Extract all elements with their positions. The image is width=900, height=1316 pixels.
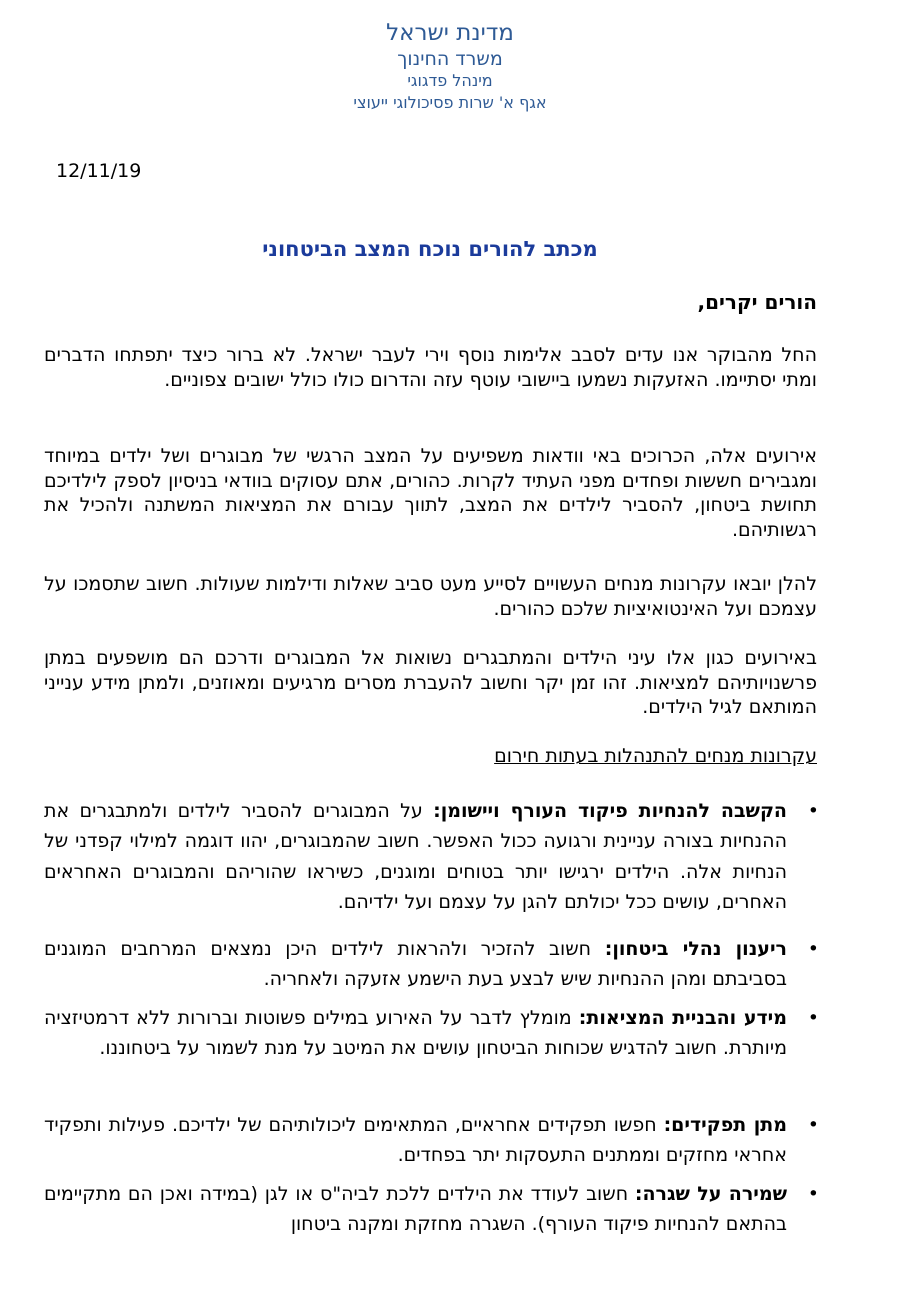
letter-date: 12/11/19: [56, 160, 142, 182]
header-ministry: משרד החינוך: [397, 48, 503, 70]
bullet-heading: הקשבה להנחיות פיקוד העורף ויישומן:: [433, 800, 787, 822]
bullet-icon: •: [807, 1114, 819, 1136]
paragraph-4: באירועים כגון אלו עיני הילדים והמתבגרים נשואות אל המבוגרים ודרכם הם מושפעים במתן פרשנויותיהם למציאות. זהו זמן יקר וחשוב להעברת מסרים מרגיעים ומאוזנים, ולמתן מידע ענייני המותאם לגיל הילדים.: [44, 647, 817, 718]
list-item: [44, 796, 819, 934]
bullet-heading: מידע והבניית המציאות:: [578, 1007, 787, 1029]
header-administration: מינהל פדגוגי: [407, 71, 493, 90]
bullet-heading: שמירה על שגרה:: [634, 1183, 788, 1205]
bullet-icon: •: [807, 938, 819, 960]
bullet-text: חשוב להזכיר ולהראות לילדים היכן נמצאים המרחבים המוגנים בסביבתם ומהן ההנחיות שיש לבצע בעת הישמע אזעקה ולאחריה.: [44, 938, 787, 991]
bullet-text: מומלץ לדבר על האירוע במילים פשוטות וברורות ללא דרמטיזציה מיותרת. חשוב להדגיש שכוחות הביטחון עושים את המיטב על מנת לשמור על ביטחוננו.: [44, 1007, 787, 1060]
paragraph-2: אירועים אלה, הכרוכים באי וודאות משפיעים על המצב הרגשי של מבוגרים ושל ילדים במיוחד ומגבירים חששות ופחדים מפני העתיד לקרות. כהורים, אתם עסוקים בוודאי בניסיון לספק לילדיכם תחושת ביטחון, להסביר לילדים את המצב, לתווך עבורם את המציאות המשתנה ולהכיל את רגשותיהם.: [44, 445, 817, 541]
list-item: [44, 934, 819, 1003]
paragraph-3: להלן יובאו עקרונות מנחים העשויים לסייע מעט סביב שאלות ודילמות שעולות. חשוב שתסמכו על עצמכם ועל האינטואיציות שלכם כהורים.: [44, 573, 817, 620]
list-item: [44, 1003, 819, 1110]
bullet-text: חפשו תפקידים אחראיים, המתאימים ליכולותיהם של ילדיכם. פעילות ותפקיד אחראי מחזקים וממתנים התעסקות יתר בפחדים.: [44, 1114, 787, 1167]
list-item: [44, 1179, 819, 1248]
bullet-icon: •: [807, 800, 819, 822]
bullet-text: על המבוגרים להסביר לילדים ולמתבגרים את ההנחיות בצורה עניינית ורגועה ככול האפשר. חשוב שהמבוגרים, יהוו דוגמה למילוי קפדני של הנחיות אלה. הילדים ירגישו יותר בטוחים ומוגנים, כשיראו שהוריהם והמבוגרים האחראים האחרים, עושים ככל יכולתם להגן על עצמם ועל ילדיהם.: [44, 800, 787, 914]
list-item: [44, 1110, 819, 1179]
principles-heading: עקרונות מנחים להתנהלות בעתות חירום: [494, 745, 817, 767]
paragraph-1: החל מהבוקר אנו עדים לסבב אלימות נוסף וירי לעבר ישראל. לא ברור כיצד יתפתחו הדברים ומתי יסתיימו. האזעקות נשמעו ביישובי עוטף עזה והדרום כולו כולל ישובים צפוניים.: [44, 344, 817, 391]
bullet-icon: •: [807, 1007, 819, 1029]
header-state: מדינת ישראל: [386, 20, 514, 46]
header-department: אגף א' שרות פסיכולוגי ייעוצי: [353, 93, 547, 112]
greeting: הורים יקרים,: [697, 290, 817, 314]
bullet-heading: ריענון נהלי ביטחון:: [604, 938, 787, 960]
bullet-text: חשוב לעודד את הילדים ללכת לביה"ס או לגן (במידה ואכן הם מתקיימים בהתאם להנחיות פיקוד העורף). השגרה מחזקת ומקנה ביטחון: [44, 1183, 787, 1236]
principles-list: [44, 796, 819, 1248]
bullet-icon: •: [807, 1183, 819, 1205]
letter-title: מכתב להורים נוכח המצב הביטחוני: [262, 237, 598, 261]
bullet-heading: מתן תפקידים:: [663, 1114, 787, 1136]
